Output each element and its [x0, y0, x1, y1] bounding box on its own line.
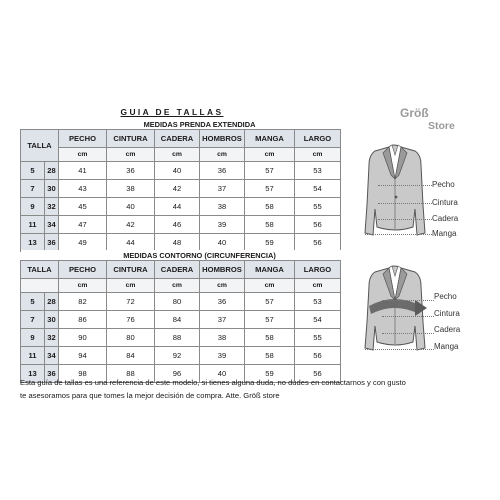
- value-cell: 49: [59, 234, 107, 252]
- value-cell: 80: [155, 293, 200, 311]
- value-cell: 38: [200, 198, 245, 216]
- value-cell: 57: [245, 293, 295, 311]
- value-cell: 37: [200, 311, 245, 329]
- value-cell: 56: [295, 365, 341, 383]
- table-row: [21, 234, 341, 252]
- fig2-label-cintura: Cintura: [434, 309, 460, 318]
- value-cell: 40: [155, 162, 200, 180]
- value-cell: 45: [59, 198, 107, 216]
- table-row: [21, 347, 341, 365]
- unit-cell: cm: [107, 148, 155, 162]
- table1-caption: MEDIDAS PRENDA EXTENDIDA: [59, 119, 341, 130]
- size-cell: 34: [45, 347, 59, 365]
- col-header: PECHO: [59, 130, 107, 148]
- value-cell: 38: [107, 180, 155, 198]
- size-cell: 11: [21, 216, 45, 234]
- unit-spacer: [21, 279, 59, 293]
- table-row: [21, 180, 341, 198]
- value-cell: 41: [59, 162, 107, 180]
- value-cell: 56: [295, 216, 341, 234]
- value-cell: 53: [295, 293, 341, 311]
- col-header: HOMBROS: [200, 130, 245, 148]
- size-cell: 36: [45, 365, 59, 383]
- fig1-label-pecho: Pecho: [432, 180, 455, 189]
- brand-logo: [398, 106, 462, 132]
- unit-cell: cm: [295, 279, 341, 293]
- cadera-guide: [378, 219, 432, 220]
- col-header: MANGA: [245, 261, 295, 279]
- size-table-garment: [20, 119, 341, 252]
- value-cell: 54: [295, 311, 341, 329]
- size-cell: 11: [21, 347, 45, 365]
- value-cell: 55: [295, 198, 341, 216]
- table-row: [21, 293, 341, 311]
- fig2-label-cadera: Cadera: [434, 325, 461, 334]
- blazer-figure-flat: [355, 135, 435, 243]
- size-cell: 13: [21, 234, 45, 252]
- unit-cell: cm: [200, 279, 245, 293]
- unit-cell: cm: [155, 148, 200, 162]
- unit-cell: cm: [59, 148, 107, 162]
- value-cell: 42: [155, 180, 200, 198]
- col-header: PECHO: [59, 261, 107, 279]
- brand-line1: Größ: [400, 106, 429, 120]
- value-cell: 44: [107, 234, 155, 252]
- value-cell: 38: [200, 329, 245, 347]
- table-row: [21, 198, 341, 216]
- table-row: [21, 329, 341, 347]
- col-header: HOMBROS: [200, 261, 245, 279]
- size-cell: 34: [45, 216, 59, 234]
- size-table-contour: [20, 250, 341, 383]
- value-cell: 84: [107, 347, 155, 365]
- value-cell: 36: [107, 162, 155, 180]
- size-cell: 13: [21, 365, 45, 383]
- cintura-guide: [382, 316, 434, 317]
- footnote-line1: Esta guía de tallas es una referencia de este modelo, si tienes alguna duda, no dudes en contactarnos y con gusto: [20, 378, 406, 387]
- size-cell: 30: [45, 311, 59, 329]
- value-cell: 90: [59, 329, 107, 347]
- value-cell: 57: [245, 311, 295, 329]
- value-cell: 84: [155, 311, 200, 329]
- size-cell: 9: [21, 329, 45, 347]
- value-cell: 94: [59, 347, 107, 365]
- manga-guide: [365, 349, 434, 350]
- unit-cell: cm: [295, 148, 341, 162]
- value-cell: 98: [59, 365, 107, 383]
- value-cell: 47: [59, 216, 107, 234]
- value-cell: 36: [200, 293, 245, 311]
- value-cell: 56: [295, 347, 341, 365]
- value-cell: 59: [245, 365, 295, 383]
- button-icon: [395, 196, 398, 199]
- value-cell: 42: [107, 216, 155, 234]
- value-cell: 72: [107, 293, 155, 311]
- col-header: LARGO: [295, 261, 341, 279]
- unit-cell: cm: [155, 279, 200, 293]
- fig1-label-cintura: Cintura: [432, 198, 458, 207]
- value-cell: 44: [155, 198, 200, 216]
- value-cell: 46: [155, 216, 200, 234]
- value-cell: 96: [155, 365, 200, 383]
- col-header: CINTURA: [107, 130, 155, 148]
- col-header: CINTURA: [107, 261, 155, 279]
- value-cell: 39: [200, 347, 245, 365]
- value-cell: 86: [59, 311, 107, 329]
- value-cell: 40: [107, 198, 155, 216]
- page-title: GUIA DE TALLAS: [120, 107, 224, 117]
- pecho-guide: [378, 185, 432, 186]
- table2-caption: MEDIDAS CONTORNO (CIRCUNFERENCIA): [59, 250, 341, 261]
- value-cell: 88: [155, 329, 200, 347]
- table-row: [21, 311, 341, 329]
- size-cell: 30: [45, 180, 59, 198]
- col-header: CADERA: [155, 261, 200, 279]
- value-cell: 92: [155, 347, 200, 365]
- value-cell: 43: [59, 180, 107, 198]
- value-cell: 55: [295, 329, 341, 347]
- talla-header: TALLA: [21, 261, 59, 279]
- unit-cell: cm: [200, 148, 245, 162]
- table-row: [21, 216, 341, 234]
- value-cell: 57: [245, 180, 295, 198]
- size-cell: 5: [21, 293, 45, 311]
- value-cell: 54: [295, 180, 341, 198]
- size-cell: 7: [21, 311, 45, 329]
- cintura-guide: [378, 203, 432, 204]
- col-header: LARGO: [295, 130, 341, 148]
- size-cell: 5: [21, 162, 45, 180]
- value-cell: 58: [245, 198, 295, 216]
- talla-header: TALLA: [21, 130, 59, 162]
- value-cell: 76: [107, 311, 155, 329]
- fig1-label-manga: Manga: [432, 229, 457, 238]
- blazer-figure-contour: [355, 260, 435, 356]
- value-cell: 80: [107, 329, 155, 347]
- value-cell: 48: [155, 234, 200, 252]
- value-cell: 88: [107, 365, 155, 383]
- value-cell: 40: [200, 234, 245, 252]
- size-cell: 28: [45, 293, 59, 311]
- brand-line2: Store: [428, 120, 455, 132]
- value-cell: 39: [200, 216, 245, 234]
- table-row: [21, 162, 341, 180]
- col-header: CADERA: [155, 130, 200, 148]
- value-cell: 53: [295, 162, 341, 180]
- value-cell: 37: [200, 180, 245, 198]
- pecho-guide: [382, 300, 434, 301]
- value-cell: 57: [245, 162, 295, 180]
- unit-cell: cm: [107, 279, 155, 293]
- value-cell: 36: [200, 162, 245, 180]
- cadera-guide: [382, 333, 434, 334]
- size-cell: 7: [21, 180, 45, 198]
- value-cell: 59: [245, 234, 295, 252]
- size-cell: 32: [45, 329, 59, 347]
- unit-cell: cm: [245, 148, 295, 162]
- value-cell: 40: [200, 365, 245, 383]
- unit-cell: cm: [245, 279, 295, 293]
- value-cell: 58: [245, 347, 295, 365]
- size-cell: 32: [45, 198, 59, 216]
- size-cell: 28: [45, 162, 59, 180]
- manga-guide: [365, 234, 432, 235]
- fig1-label-cadera: Cadera: [432, 214, 459, 223]
- fig2-label-pecho: Pecho: [434, 292, 457, 301]
- unit-cell: cm: [59, 279, 107, 293]
- value-cell: 58: [245, 329, 295, 347]
- value-cell: 56: [295, 234, 341, 252]
- value-cell: 82: [59, 293, 107, 311]
- footnote-line2: te asesoramos para que tomes la mejor decisión de compra. Atte. Größ store: [20, 391, 280, 400]
- fig2-label-manga: Manga: [434, 342, 459, 351]
- footnote: [20, 376, 490, 402]
- value-cell: 58: [245, 216, 295, 234]
- size-cell: 9: [21, 198, 45, 216]
- col-header: MANGA: [245, 130, 295, 148]
- size-cell: 36: [45, 234, 59, 252]
